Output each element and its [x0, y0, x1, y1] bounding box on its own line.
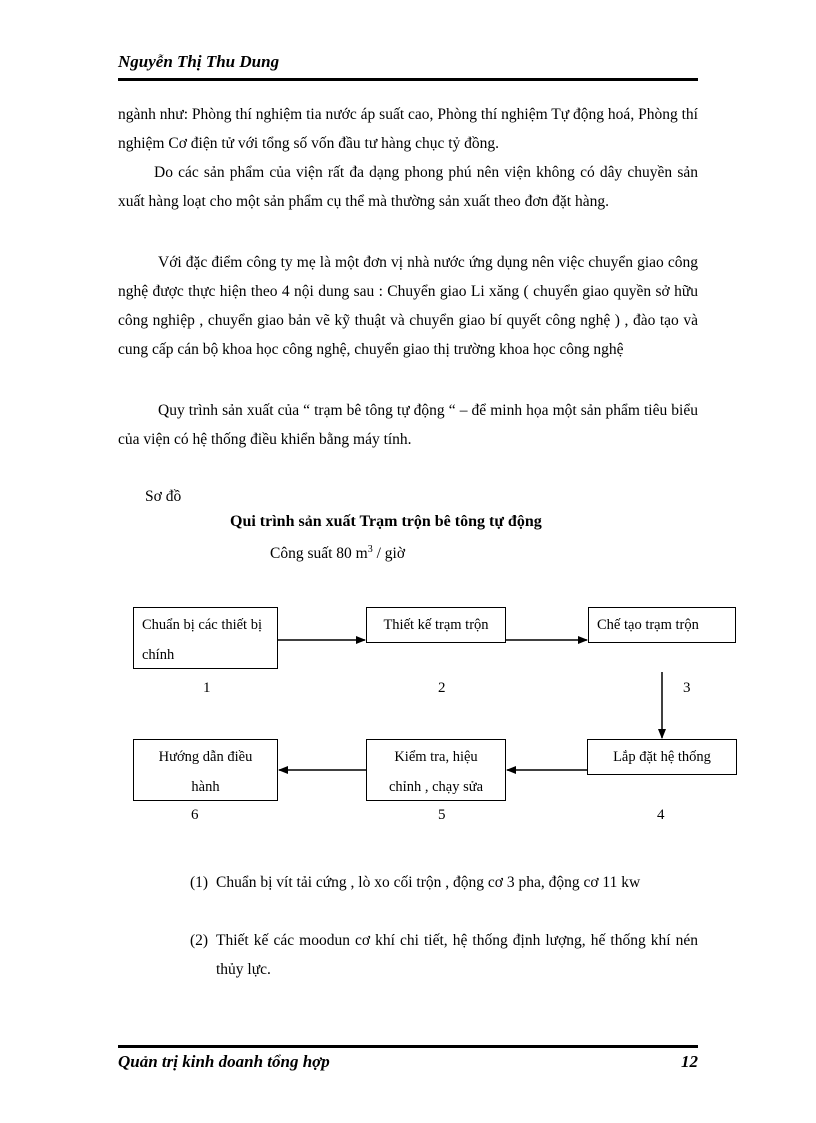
subtitle-superscript: 3 [367, 544, 373, 555]
list-number-2: (2) [190, 932, 209, 949]
paragraph-1: ngành như: Phòng thí nghiệm tia nước áp suất cao, Phòng thí nghiệm Tự động hoá, Phòng thí nghiệm Cơ điện tử với tổng số vốn đầu tư hàng chục tỷ đồng. [118, 106, 698, 152]
list-text-2: Thiết kế các moodun cơ khí chi tiết, hệ thống định lượng, hế thống khí nén thủy lực. [216, 932, 698, 978]
subtitle-prefix: Công suất 80 m [270, 545, 368, 563]
diagram-label: Sơ đồ [145, 488, 182, 505]
list-text-1: Chuẩn bị vít tải cứng , lò xo cối trộn , động cơ 3 pha, động cơ 11 kw [216, 874, 641, 891]
footer-title: Quản trị kinh doanh tổng hợp [118, 1052, 330, 1071]
step-number-2: 2 [438, 680, 446, 696]
step-box-1: Chuẩn bị các thiết bị chính [133, 607, 278, 669]
step-number-6: 6 [191, 807, 199, 823]
step-box-6: Hướng dẫn điều hành [133, 739, 278, 801]
page-footer [118, 1052, 698, 1072]
diagram-title: Qui trình sản xuất Trạm trộn bê tông tự động [230, 513, 542, 530]
step-number-3: 3 [683, 680, 691, 696]
header-rule [118, 78, 698, 81]
page-header: Nguyễn Thị Thu Dung [118, 52, 280, 71]
paragraph-4: Quy trình sản xuất của “ trạm bê tông tự động “ – để minh họa một sản phẩm tiêu biểu của viện có hệ thống điều khiển bằng máy tính. [118, 402, 698, 448]
step-box-3: Chế tạo trạm trộn [588, 607, 736, 643]
step-box-5: Kiểm tra, hiệu chỉnh , chạy sửa [366, 739, 506, 801]
subtitle-suffix: / giờ [372, 545, 406, 563]
step-box-2: Thiết kế trạm trộn [366, 607, 506, 643]
step-number-4: 4 [657, 807, 665, 823]
page-number: 12 [681, 1052, 698, 1071]
paragraph-3: Với đặc điểm công ty mẹ là một đơn vị nhà nước ứng dụng nên việc chuyển giao công nghệ được thực hiện theo 4 nội dung sau : Chuyển giao Li xăng ( chuyển giao quyền sở hữu công nghiệp , chuyển giao bản vẽ kỹ thuật và chuyển giao bí quyết công nghệ ) , đào tạo và cung cấp cán bộ khoa học công nghệ, chuyển giao thị trường khoa học công nghệ [118, 254, 698, 358]
list-item-2 [190, 926, 698, 984]
step-box-4: Lắp đặt hệ thống [587, 739, 737, 775]
step-number-5: 5 [438, 807, 446, 823]
diagram-subtitle [270, 544, 405, 563]
paragraph-2: Do các sản phẩm của viện rất đa dạng phong phú nên viện không có dây chuyền sản xuất hàng loạt cho một sản phẩm cụ thể mà thường sản xuất theo đơn đặt hàng. [118, 164, 698, 210]
step-number-1: 1 [203, 680, 211, 696]
list-number-1: (1) [190, 874, 209, 891]
list-item-1 [190, 868, 698, 897]
footer-rule [118, 1045, 698, 1048]
